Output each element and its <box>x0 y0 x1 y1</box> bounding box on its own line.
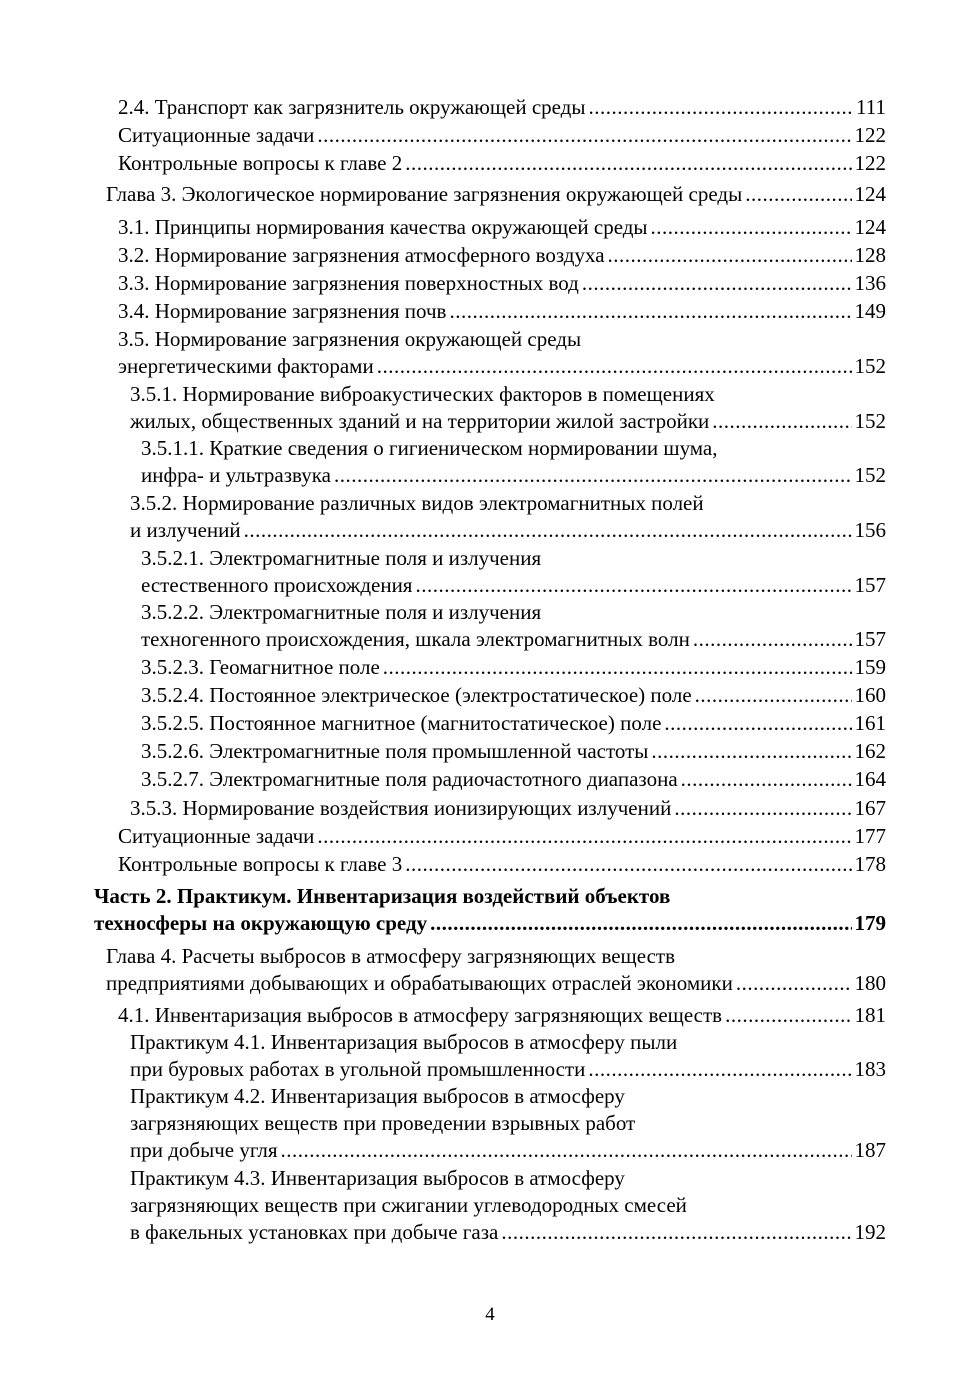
toc-page-number: 162 <box>854 739 886 763</box>
toc-page-number: 187 <box>854 1138 886 1162</box>
toc-entry <box>141 435 886 489</box>
toc-entry <box>130 795 886 822</box>
toc-page-number: 111 <box>856 95 886 119</box>
toc-entry <box>130 381 886 435</box>
toc-entry <box>118 851 886 878</box>
toc-chapter-entry <box>106 943 886 997</box>
toc-entry-title: естественного происхождения <box>141 573 413 597</box>
toc-entry-title-line: 3.5.2.1. Электромагнитные поля и излучения <box>141 546 542 570</box>
toc-page-number: 164 <box>854 767 886 791</box>
toc-page-number: 128 <box>854 243 886 267</box>
toc-entry-title: 3.5.2.5. Постоянное магнитное (магнитостатическое) поле <box>141 711 662 735</box>
toc-entry <box>130 1165 886 1246</box>
toc-entry-title: 3.3. Нормирование загрязнения поверхностных вод <box>118 271 579 295</box>
toc-entry <box>118 298 886 325</box>
toc-page-number: 157 <box>854 627 886 651</box>
toc-entry-title-line: загрязняющих веществ при сжигании углеводородных смесей <box>130 1193 687 1217</box>
toc-entry <box>130 1083 886 1164</box>
toc-page-number: 181 <box>854 1003 886 1027</box>
toc-page-number: 124 <box>854 182 886 206</box>
toc-entry <box>141 682 886 709</box>
toc-page-number: 124 <box>854 215 886 239</box>
toc-page-number: 180 <box>854 971 886 995</box>
toc-entry-title: 3.2. Нормирование загрязнения атмосферного воздуха <box>118 243 605 267</box>
toc-entry <box>141 545 886 599</box>
toc-entry <box>118 326 886 380</box>
toc-entry <box>118 823 886 850</box>
toc-page-number: 192 <box>854 1220 886 1244</box>
toc-entry-title: Ситуационные задачи <box>118 123 315 147</box>
toc-entry-title: Контрольные вопросы к главе 2 <box>118 151 403 175</box>
toc-entry-title: 3.5.2.4. Постоянное электрическое (электростатическое) поле <box>141 683 692 707</box>
toc-entry-title-line: 3.5.2. Нормирование различных видов электромагнитных полей <box>130 491 704 515</box>
toc-entry-title: при добыче угля <box>130 1138 278 1162</box>
toc-page-number: 183 <box>854 1057 886 1081</box>
toc-page-number: 177 <box>854 824 886 848</box>
toc-entry-title: 3.5.2.3. Геомагнитное поле <box>141 655 380 679</box>
toc-entry-title-line: Часть 2. Практикум. Инвентаризация воздействий объектов <box>94 884 671 908</box>
toc-entry-title-line: Глава 4. Расчеты выбросов в атмосферу загрязняющих веществ <box>106 944 675 968</box>
toc-entry <box>118 94 886 121</box>
toc-entry-title-line: 3.5.1. Нормирование виброакустических факторов в помещениях <box>130 382 715 406</box>
toc-entry-title: и излучений <box>130 518 241 542</box>
toc-entry-title: при буровых работах в угольной промышленности <box>130 1057 586 1081</box>
toc-entry-title: жилых, общественных зданий и на территории жилой застройки <box>130 409 710 433</box>
toc-page-number: 149 <box>854 299 886 323</box>
toc-entry-title: предприятиями добывающих и обрабатывающих отраслей экономики <box>106 971 733 995</box>
toc-part-entry <box>94 883 886 937</box>
toc-entry-title: энергетическими факторами <box>118 354 374 378</box>
toc-entry <box>141 599 886 653</box>
toc-entry-title-line: Практикум 4.3. Инвентаризация выбросов в атмосферу <box>130 1166 625 1190</box>
toc-page-number: 122 <box>854 123 886 147</box>
toc-entry <box>141 710 886 737</box>
toc-entry <box>118 270 886 297</box>
toc-page-number: 159 <box>854 655 886 679</box>
toc-entry <box>118 242 886 269</box>
toc-entry-title: 2.4. Транспорт как загрязнитель окружающей среды <box>118 95 586 119</box>
toc-page-number: 136 <box>854 271 886 295</box>
toc-page-number: 167 <box>854 796 886 820</box>
toc-page-number: 179 <box>854 911 886 935</box>
toc-entry-title: техногенного происхождения, шкала электромагнитных волн <box>141 627 690 651</box>
toc-entry <box>118 1002 886 1029</box>
toc-entry-title: 4.1. Инвентаризация выбросов в атмосферу загрязняющих веществ <box>118 1003 723 1027</box>
toc-entry-title-line: загрязняющих веществ при проведении взрывных работ <box>130 1111 636 1135</box>
toc-entry-title: Глава 3. Экологическое нормирование загрязнения окружающей среды <box>106 182 743 206</box>
toc-page-number: 152 <box>854 409 886 433</box>
toc-page-number: 157 <box>854 573 886 597</box>
toc-entry <box>141 766 886 793</box>
toc-entry-title-line: 3.5. Нормирование загрязнения окружающей среды <box>118 327 582 351</box>
toc-page-number: 161 <box>854 711 886 735</box>
toc-chapter-entry <box>106 181 886 208</box>
toc-entry-title: 3.5.2.6. Электромагнитные поля промышленной частоты <box>141 739 649 763</box>
toc-entry <box>118 214 886 241</box>
toc-entry <box>130 490 886 544</box>
toc-page-number: 152 <box>854 463 886 487</box>
toc-entry-title: инфра- и ультразвука <box>141 463 331 487</box>
toc-page-number: 152 <box>854 354 886 378</box>
toc-entry-title: в факельных установках при добыче газа <box>130 1220 499 1244</box>
toc-entry <box>141 654 886 681</box>
toc-page-number: 160 <box>854 683 886 707</box>
toc-entry <box>118 150 886 177</box>
toc-entry-title: 3.1. Принципы нормирования качества окружающей среды <box>118 215 648 239</box>
toc-page-number: 122 <box>854 151 886 175</box>
toc-entry-title-line: 3.5.1.1. Краткие сведения о гигиеническом нормировании шума, <box>141 436 718 460</box>
toc-entry-title: 3.4. Нормирование загрязнения почв <box>118 299 447 323</box>
toc-entry <box>118 122 886 149</box>
toc-entry <box>141 738 886 765</box>
toc-entry-title-line: Практикум 4.1. Инвентаризация выбросов в атмосферу пыли <box>130 1030 678 1054</box>
page-number: 4 <box>485 1304 495 1325</box>
toc-entry-title: 3.5.3. Нормирование воздействия ионизирующих излучений <box>130 796 672 820</box>
toc-entry-title-line: Практикум 4.2. Инвентаризация выбросов в атмосферу <box>130 1084 625 1108</box>
toc-entry-title: техносферы на окружающую среду <box>94 911 428 935</box>
toc-entry-title: 3.5.2.7. Электромагнитные поля радиочастотного диапазона <box>141 767 678 791</box>
toc-entry <box>130 1029 886 1083</box>
toc-entry-title: Ситуационные задачи <box>118 824 315 848</box>
toc-page-number: 178 <box>854 852 886 876</box>
toc-entry-title-line: 3.5.2.2. Электромагнитные поля и излучения <box>141 600 542 624</box>
toc-page-number: 156 <box>854 518 886 542</box>
toc-entry-title: Контрольные вопросы к главе 3 <box>118 852 403 876</box>
